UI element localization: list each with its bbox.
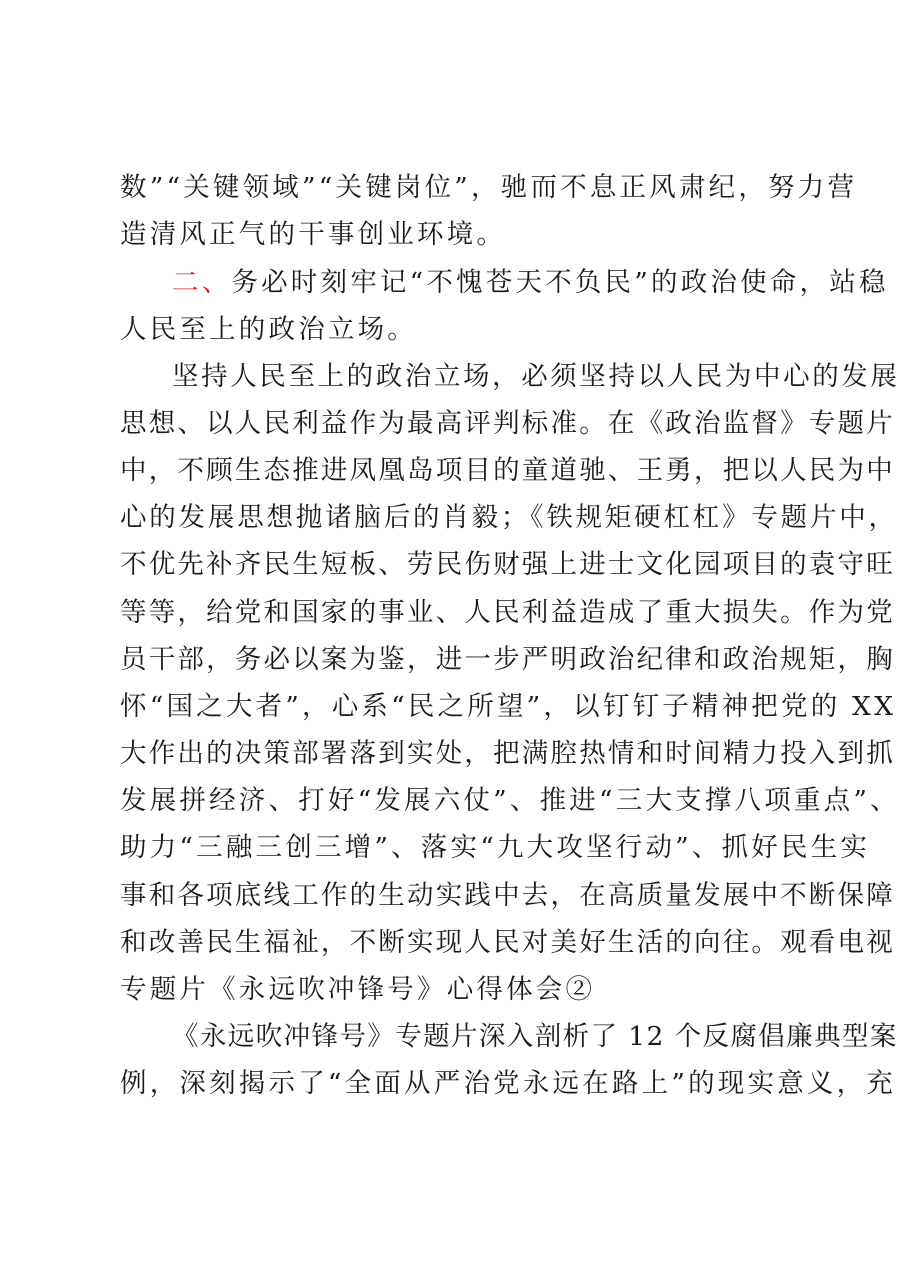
text-line: 不优先补齐民生短板、劳民伤财强上进士文化园项目的袁守旺	[120, 549, 895, 580]
section-heading-text: 务必时刻牢记“不愧苍天不负民”的政治使命，站稳	[231, 267, 889, 298]
text-line: 事和各项底线工作的生动实践中去，在高质量发展中不断保障	[120, 880, 895, 911]
paragraph-first-line: 坚持人民至上的政治立场，必须坚持以人民为中心的发展	[172, 361, 900, 392]
text-line: 思想、以人民利益作为最高评判标准。在《政治监督》专题片	[120, 408, 895, 439]
paragraph-first-line: 《永远吹冲锋号》专题片深入剖析了 12 个反腐倡廉典型案	[172, 1021, 898, 1052]
text-line: 员干部，务必以案为鉴，进一步严明政治纪律和政治规矩，胸	[120, 644, 895, 675]
text-line: 助力“三融三创三增”、落实“九大攻坚行动”、抓好民生实	[120, 832, 871, 863]
text-line: 造清风正气的干事创业环境。	[120, 219, 507, 250]
text-line: 中，不顾生态推进凤凰岛项目的童道驰、王勇，把以人民为中	[120, 455, 895, 486]
section-number: 二、	[172, 267, 232, 298]
text-line: 例，深刻揭示了“全面从严治党永远在路上”的现实意义，充	[120, 1068, 896, 1099]
section-heading-continued: 人民至上的政治立场。	[120, 314, 417, 345]
text-line: 大作出的决策部署落到实处，把满腔热情和时间精力投入到抓	[120, 738, 895, 769]
section-heading	[172, 268, 889, 298]
text-line: 和改善民生福祉，不断实现人民对美好生活的向往。观看电视	[120, 927, 895, 958]
text-line: 心的发展思想抛诸脑后的肖毅；《铁规矩硬杠杠》专题片中，	[120, 502, 898, 533]
text-line: 发展拼经济、打好“发展六仗”、推进“三大支撑八项重点”、	[120, 785, 900, 816]
text-line: 怀“国之大者”，心系“民之所望”，以钉钉子精神把党的 XX	[120, 691, 897, 722]
text-line: 等等，给党和国家的事业、人民利益造成了重大损失。作为党	[120, 597, 895, 628]
text-line: 数”“关键领域”“关键岗位”，驰而不息正风肃纪，努力营	[120, 172, 858, 203]
text-line: 专题片《永远吹冲锋号》心得体会②	[120, 974, 596, 1005]
